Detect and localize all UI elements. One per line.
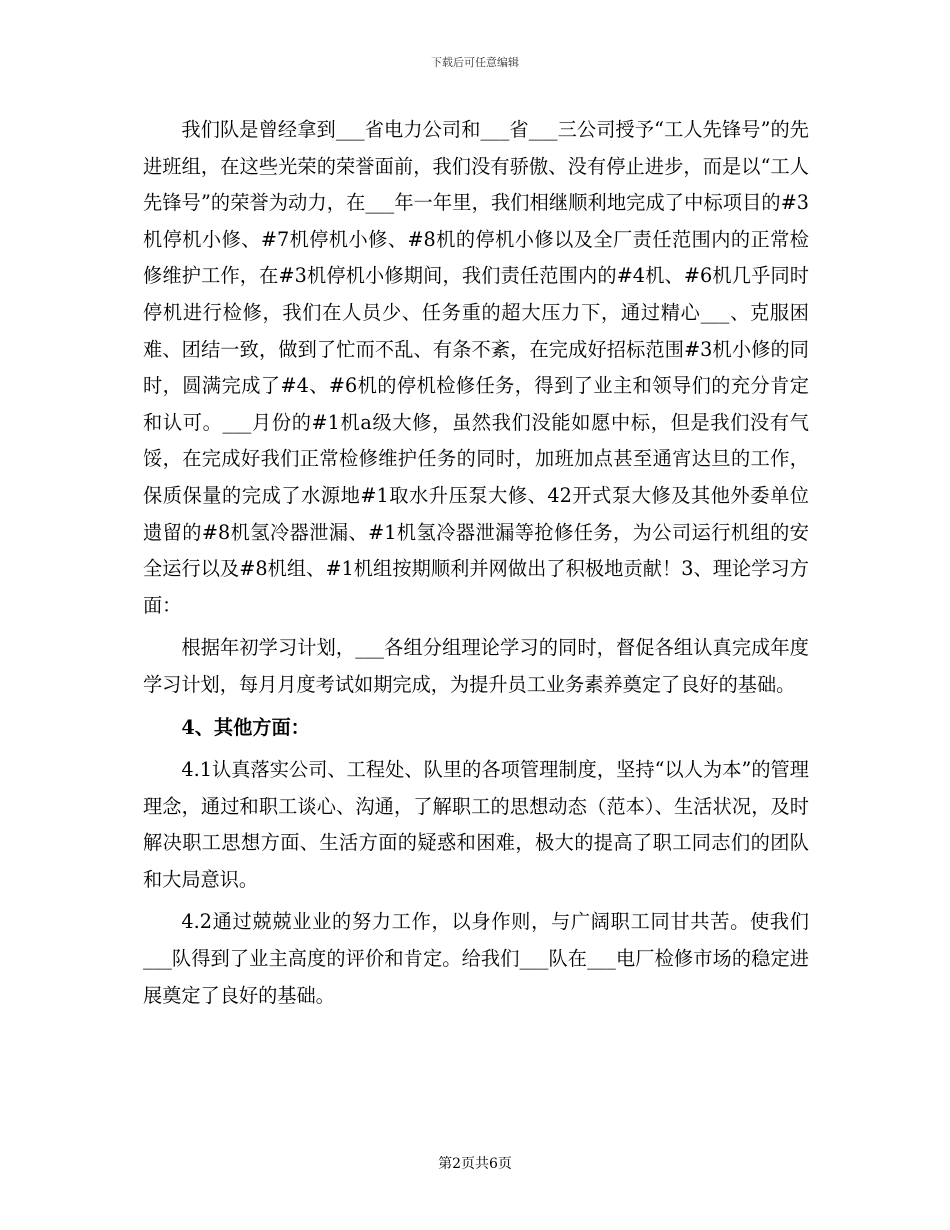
document-body (143, 112, 809, 1014)
paragraph-achievements: 我们队是曾经拿到___省电力公司和___省___三公司授予“工人先锋号”的先进班组，在这些光荣的荣誉面前，我们没有骄傲、没有停止进步，而是以“工人先锋号”的荣誉为动力，在___年一年里，我们相继顺利地完成了中标项目的#3机停机小修、#7机停机小修、#8机的停机小修以及全厂责任范围内的正常检修维护工作，在#3机停机小修期间，我们责任范围内的#4机、#6机几乎同时停机进行检修，我们在人员少、任务重的超大压力下，通过精心___、克服困难、团结一致，做到了忙而不乱、有条不紊，在完成好招标范围#3机小修的同时，圆满完成了#4、#6机的停机检修任务，得到了业主和领导们的充分肯定和认可。___月份的#1机a级大修，虽然我们没能如愿中标，但是我们没有气馁，在完成好我们正常检修维护任务的同时，加班加点甚至通宵达旦的工作，保质保量的完成了水源地#1取水升压泵大修、42开式泵大修及其他外委单位遗留的#8机氢冷器泄漏、#1机氢冷器泄漏等抢修任务，为公司运行机组的安全运行以及#8机组、#1机组按期顺利并网做出了积极地贡献！3、理论学习方面： (143, 118, 809, 617)
section-heading-other: 4、其他方面： (181, 715, 310, 739)
page-header: 下载后可任意编辑 (431, 56, 519, 69)
page-number: 第2页共6页 (438, 1156, 512, 1172)
paragraph-4-2: 4.2通过兢兢业业的努力工作，以身作则，与广阔职工同甘共苦。使我们___队得到了业主高度的评价和肯定。给我们___队在___电厂检修市场的稳定进展奠定了良好的基础。 (143, 910, 809, 1007)
paragraph-theory-study: 根据年初学习计划，___各组分组理论学习的同时，督促各组认真完成年度学习计划，每月月度考试如期完成，为提升员工业务素养奠定了良好的基础。 (143, 636, 809, 696)
paragraph-4-1: 4.1认真落实公司、工程处、队里的各项管理制度，坚持“以人为本”的管理理念，通过和职工谈心、沟通，了解职工的思想动态（范本）、生活状况，及时解决职工思想方面、生活方面的疑惑和困难，极大的提高了职工同志们的团队和大局意识。 (143, 758, 809, 891)
